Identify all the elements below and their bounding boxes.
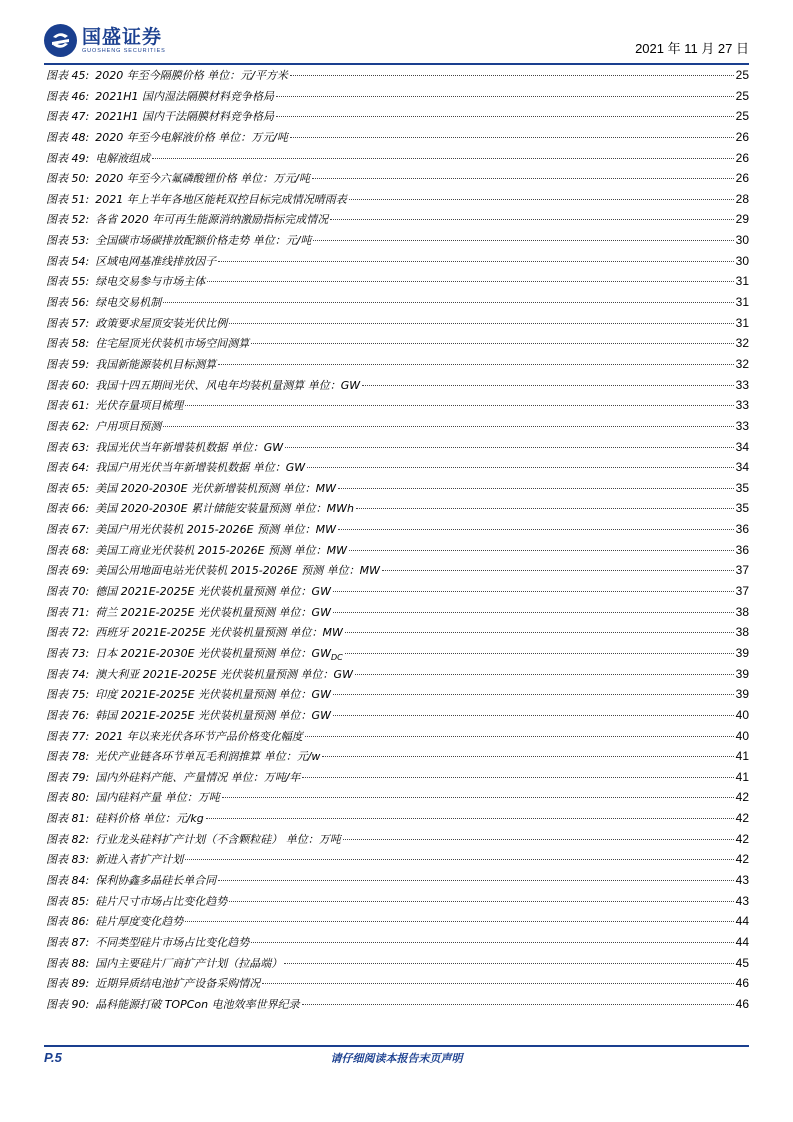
toc-entry-title: 美国工商业光伏装机 2015-2026E 预测 单位：MW bbox=[95, 543, 347, 557]
toc-dot-leader bbox=[185, 859, 733, 860]
toc-entry[interactable] bbox=[46, 439, 749, 460]
brand-name-cn: 国盛证券 bbox=[82, 26, 163, 48]
toc-entry[interactable] bbox=[46, 893, 749, 914]
toc-dot-leader bbox=[345, 632, 734, 633]
toc-entry-label: 图表 73: bbox=[46, 646, 90, 660]
toc-entry-page: 42 bbox=[735, 811, 749, 826]
toc-entry-label: 图表 86: bbox=[46, 915, 90, 929]
toc-dot-leader bbox=[313, 240, 733, 241]
toc-dot-leader bbox=[333, 591, 734, 592]
toc-entry-page: 39 bbox=[735, 687, 749, 702]
toc-entry-label: 图表 63: bbox=[46, 440, 90, 454]
toc-entry-title: 近期异质结电池扩产设备采购情况 bbox=[95, 977, 261, 991]
toc-entry-label: 图表 70: bbox=[46, 585, 90, 599]
toc-dot-leader bbox=[305, 736, 734, 737]
toc-entry-label: 图表 54: bbox=[46, 254, 90, 268]
toc-entry[interactable] bbox=[46, 356, 749, 377]
toc-dot-leader bbox=[276, 116, 734, 117]
toc-entry-label: 图表 56: bbox=[46, 296, 90, 310]
toc-entry-label: 图表 68: bbox=[46, 543, 90, 557]
toc-entry-title: 硅片尺寸市场占比变化趋势 bbox=[95, 894, 228, 908]
toc-dot-leader bbox=[333, 715, 734, 716]
toc-entry-label: 图表 55: bbox=[46, 275, 90, 289]
toc-entry-title: 光伏存量项目梳理 bbox=[95, 399, 184, 413]
toc-entry[interactable] bbox=[46, 542, 749, 563]
toc-dot-leader bbox=[307, 467, 734, 468]
toc-entry-title: 新进入者扩产计划 bbox=[95, 853, 184, 867]
toc-dot-leader bbox=[333, 694, 734, 695]
toc-entry[interactable] bbox=[46, 500, 749, 521]
toc-entry-page: 29 bbox=[735, 212, 749, 227]
toc-entry-page: 38 bbox=[735, 625, 749, 640]
toc-entry-title: 美国 2020-2030E 光伏新增装机预测 单位：MW bbox=[95, 481, 336, 495]
toc-entry-label: 图表 53: bbox=[46, 234, 90, 248]
toc-entry[interactable] bbox=[46, 728, 749, 749]
toc-entry-label: 图表 49: bbox=[46, 151, 90, 165]
toc-dot-leader bbox=[207, 281, 733, 282]
toc-dot-leader bbox=[229, 901, 733, 902]
toc-entry-title: 2021H1 国内干法隔膜材料竞争格局 bbox=[95, 110, 274, 124]
toc-entry-page: 37 bbox=[735, 584, 749, 599]
toc-dot-leader bbox=[302, 1004, 734, 1005]
toc-dot-leader bbox=[218, 880, 733, 881]
toc-entry-title: 2020 年至今六氟磷酸锂价格 单位：万元/吨 bbox=[95, 172, 310, 186]
toc-entry[interactable] bbox=[46, 666, 749, 687]
toc-entry-subscript: DC bbox=[330, 653, 343, 663]
toc-dot-leader bbox=[218, 364, 733, 365]
toc-dot-leader bbox=[343, 839, 734, 840]
toc-entry[interactable] bbox=[46, 604, 749, 625]
toc-entry[interactable] bbox=[46, 377, 749, 398]
toc-entry-page: 34 bbox=[735, 439, 749, 454]
table-of-contents bbox=[46, 67, 749, 1016]
toc-entry-page: 46 bbox=[735, 976, 749, 991]
toc-entry-page: 43 bbox=[735, 872, 749, 887]
toc-entry-page: 42 bbox=[735, 790, 749, 805]
toc-entry-label: 图表 72: bbox=[46, 626, 90, 640]
toc-entry-label: 图表 62: bbox=[46, 419, 90, 433]
toc-entry[interactable] bbox=[46, 707, 749, 728]
toc-entry[interactable] bbox=[46, 418, 749, 439]
toc-entry-label: 图表 45: bbox=[46, 69, 90, 82]
toc-entry[interactable] bbox=[46, 253, 749, 274]
toc-entry-title: 住宅屋顶光伏装机市场空间测算 bbox=[95, 337, 250, 351]
toc-entry-page: 25 bbox=[735, 88, 749, 103]
toc-dot-leader bbox=[382, 570, 734, 571]
toc-entry[interactable] bbox=[46, 913, 749, 934]
toc-entry-title: 我国光伏当年新增装机数据 单位：GW bbox=[95, 440, 284, 454]
toc-entry[interactable] bbox=[46, 624, 749, 645]
toc-entry-title: 美国户用光伏装机 2015-2026E 预测 单位：MW bbox=[95, 523, 336, 537]
toc-dot-leader bbox=[285, 447, 734, 448]
toc-entry-label: 图表 47: bbox=[46, 110, 90, 124]
toc-entry-page: 38 bbox=[735, 604, 749, 619]
toc-entry-page: 42 bbox=[735, 852, 749, 867]
report-date: 2021 年 11 月 27 日 bbox=[635, 41, 749, 56]
toc-entry-label: 图表 67: bbox=[46, 523, 90, 537]
toc-entry-title: 我国新能源装机目标测算 bbox=[95, 357, 217, 371]
toc-entry-title: 不同类型硅片市场占比变化趋势 bbox=[95, 935, 250, 949]
toc-entry-page: 46 bbox=[735, 996, 749, 1011]
toc-entry-page: 39 bbox=[735, 666, 749, 681]
toc-entry[interactable] bbox=[46, 645, 749, 666]
toc-entry[interactable] bbox=[46, 562, 749, 583]
toc-entry[interactable] bbox=[46, 872, 749, 893]
toc-entry-title: 德国 2021E-2025E 光伏装机量预测 单位：GW bbox=[95, 585, 331, 599]
toc-entry[interactable] bbox=[46, 211, 749, 232]
toc-entry-label: 图表 52: bbox=[46, 213, 90, 227]
toc-entry-title: 区域电网基准线排放因子 bbox=[95, 254, 217, 268]
toc-entry-page: 32 bbox=[735, 356, 749, 371]
toc-dot-leader bbox=[185, 921, 733, 922]
toc-entry-label: 图表 87: bbox=[46, 935, 90, 949]
toc-entry-page: 30 bbox=[735, 253, 749, 268]
toc-entry-title: 晶科能源打破 TOPCon 电池效率世界纪录 bbox=[95, 997, 300, 1011]
toc-entry-page: 33 bbox=[735, 377, 749, 392]
toc-entry-label: 图表 83: bbox=[46, 853, 90, 867]
toc-entry-page: 40 bbox=[735, 728, 749, 743]
toc-dot-leader bbox=[222, 797, 734, 798]
toc-entry-label: 图表 77: bbox=[46, 729, 90, 743]
toc-entry[interactable] bbox=[46, 686, 749, 707]
toc-entry[interactable] bbox=[46, 955, 749, 976]
toc-entry-page: 45 bbox=[735, 955, 749, 970]
toc-entry-page: 32 bbox=[735, 336, 749, 351]
logo-mark-icon bbox=[44, 24, 77, 57]
toc-dot-leader bbox=[152, 158, 733, 159]
toc-dot-leader bbox=[251, 942, 733, 943]
toc-entry-page: 25 bbox=[735, 68, 749, 82]
toc-entry-title: 西班牙 2021E-2025E 光伏装机量预测 单位：MW bbox=[95, 626, 343, 640]
toc-entry-page: 31 bbox=[735, 295, 749, 310]
toc-entry[interactable] bbox=[46, 170, 749, 191]
toc-entry-title: 全国碳市场碳排放配额价格走势 单位：元/吨 bbox=[95, 234, 312, 248]
toc-entry-title: 2020 年至今隔膜价格 单位：元/平方米 bbox=[95, 69, 288, 82]
logo-text bbox=[82, 26, 166, 55]
toc-entry-page: 35 bbox=[735, 480, 749, 495]
toc-entry[interactable] bbox=[46, 748, 749, 769]
toc-entry[interactable] bbox=[46, 521, 749, 542]
toc-dot-leader bbox=[185, 405, 733, 406]
toc-entry-title: 国内主要硅片厂商扩产计划（拉晶端） bbox=[95, 956, 283, 970]
toc-entry-title: 保利协鑫多晶硅长单合同 bbox=[95, 873, 217, 887]
toc-dot-leader bbox=[284, 963, 733, 964]
toc-entry[interactable] bbox=[46, 335, 749, 356]
toc-entry-label: 图表 61: bbox=[46, 399, 90, 413]
toc-dot-leader bbox=[355, 674, 734, 675]
toc-entry-title: 2021 年上半年各地区能耗双控目标完成情况晴雨表 bbox=[95, 192, 347, 206]
toc-entry-page: 37 bbox=[735, 563, 749, 578]
toc-entry[interactable] bbox=[46, 88, 749, 109]
toc-entry[interactable] bbox=[46, 996, 749, 1017]
toc-entry[interactable] bbox=[46, 480, 749, 501]
toc-entry-page: 44 bbox=[735, 934, 749, 949]
toc-entry-page: 40 bbox=[735, 707, 749, 722]
toc-entry-page: 26 bbox=[735, 129, 749, 144]
toc-entry-label: 图表 66: bbox=[46, 502, 90, 516]
toc-entry[interactable] bbox=[46, 810, 749, 831]
toc-entry-page: 33 bbox=[735, 398, 749, 413]
footer-disclaimer: 请仔细阅读本报告末页声明 bbox=[330, 1052, 463, 1065]
toc-entry[interactable] bbox=[46, 191, 749, 212]
toc-entry-page: 41 bbox=[735, 769, 749, 784]
toc-entry[interactable] bbox=[46, 150, 749, 171]
toc-entry-label: 图表 76: bbox=[46, 708, 90, 722]
toc-dot-leader bbox=[290, 137, 734, 138]
toc-entry-title: 我国户用光伏当年新增装机数据 单位：GW bbox=[95, 461, 306, 475]
toc-entry[interactable] bbox=[46, 67, 749, 88]
toc-entry-label: 图表 78: bbox=[46, 750, 90, 764]
toc-entry-title: 韩国 2021E-2025E 光伏装机量预测 单位：GW bbox=[95, 708, 331, 722]
toc-entry-label: 图表 82: bbox=[46, 832, 90, 846]
toc-entry-title: 电解液组成 bbox=[95, 151, 151, 165]
toc-entry-title: 美国 2020-2030E 累计储能安装量预测 单位：MWh bbox=[95, 502, 354, 516]
toc-entry-label: 图表 50: bbox=[46, 172, 90, 186]
page-header bbox=[44, 24, 749, 60]
toc-dot-leader bbox=[262, 983, 733, 984]
toc-dot-leader bbox=[251, 343, 733, 344]
footer-divider bbox=[44, 1045, 749, 1047]
toc-dot-leader bbox=[345, 653, 734, 654]
toc-entry-page: 26 bbox=[735, 150, 749, 165]
toc-entry-label: 图表 60: bbox=[46, 378, 90, 392]
toc-entry-title: 美国公用地面电站光伏装机 2015-2026E 预测 单位：MW bbox=[95, 564, 380, 578]
toc-entry-title: 印度 2021E-2025E 光伏装机量预测 单位：GW bbox=[95, 688, 331, 702]
toc-dot-leader bbox=[290, 75, 734, 76]
toc-entry-page: 28 bbox=[735, 191, 749, 206]
toc-entry-page: 31 bbox=[735, 315, 749, 330]
toc-entry-page: 33 bbox=[735, 418, 749, 433]
toc-entry[interactable] bbox=[46, 975, 749, 996]
toc-entry-title: 国内硅料产量 单位：万吨 bbox=[95, 791, 220, 805]
toc-entry-page: 34 bbox=[735, 460, 749, 475]
toc-entry[interactable] bbox=[46, 934, 749, 955]
toc-dot-leader bbox=[330, 219, 733, 220]
company-logo bbox=[44, 24, 166, 57]
toc-entry-label: 图表 46: bbox=[46, 89, 90, 103]
toc-entry-title: 2021 年以来光伏各环节产品价格变化幅度 bbox=[95, 729, 303, 743]
toc-entry[interactable] bbox=[46, 831, 749, 852]
toc-entry-title: 荷兰 2021E-2025E 光伏装机量预测 单位：GW bbox=[95, 605, 331, 619]
toc-dot-leader bbox=[163, 302, 733, 303]
toc-entry-label: 图表 75: bbox=[46, 688, 90, 702]
toc-entry-title: 硅片厚度变化趋势 bbox=[95, 915, 184, 929]
toc-entry-label: 图表 58: bbox=[46, 337, 90, 351]
toc-entry-page: 30 bbox=[735, 233, 749, 248]
toc-entry[interactable] bbox=[46, 129, 749, 150]
toc-entry-label: 图表 51: bbox=[46, 192, 90, 206]
toc-entry-page: 44 bbox=[735, 914, 749, 929]
toc-dot-leader bbox=[302, 777, 733, 778]
toc-entry-page: 41 bbox=[735, 749, 749, 764]
toc-dot-leader bbox=[276, 96, 734, 97]
toc-entry-page: 43 bbox=[735, 893, 749, 908]
toc-entry[interactable] bbox=[46, 459, 749, 480]
toc-entry[interactable] bbox=[46, 397, 749, 418]
toc-dot-leader bbox=[349, 199, 734, 200]
toc-entry[interactable] bbox=[46, 315, 749, 336]
toc-entry-page: 42 bbox=[735, 831, 749, 846]
toc-entry[interactable] bbox=[46, 294, 749, 315]
toc-entry[interactable] bbox=[46, 108, 749, 129]
toc-dot-leader bbox=[362, 385, 734, 386]
toc-entry-page: 25 bbox=[735, 109, 749, 124]
toc-dot-leader bbox=[322, 756, 733, 757]
toc-entry-title: 日本 2021E-2030E 光伏装机量预测 单位：$GW_{DC}$ bbox=[95, 646, 343, 663]
header-divider bbox=[44, 63, 749, 65]
toc-entry-label: 图表 90: bbox=[46, 997, 90, 1011]
toc-entry-title: 2020 年至今电解液价格 单位：万元/吨 bbox=[95, 130, 288, 144]
toc-dot-leader bbox=[229, 323, 733, 324]
toc-entry-page: 26 bbox=[735, 171, 749, 186]
toc-dot-leader bbox=[206, 818, 734, 819]
toc-entry-label: 图表 74: bbox=[46, 667, 90, 681]
toc-entry-label: 图表 57: bbox=[46, 316, 90, 330]
toc-entry-label: 图表 88: bbox=[46, 956, 90, 970]
toc-entry[interactable] bbox=[46, 851, 749, 872]
toc-entry-page: 36 bbox=[735, 522, 749, 537]
toc-dot-leader bbox=[312, 178, 734, 179]
page-number: P.5 bbox=[44, 1050, 62, 1065]
toc-entry-title: 国内外硅料产能、产量情况 单位：万吨/年 bbox=[95, 770, 301, 784]
toc-entry-label: 图表 80: bbox=[46, 791, 90, 805]
toc-entry-title: 政策要求屋顶安装光伏比例 bbox=[95, 316, 228, 330]
toc-dot-leader bbox=[338, 488, 734, 489]
toc-entry-label: 图表 71: bbox=[46, 605, 90, 619]
toc-dot-leader bbox=[163, 426, 733, 427]
toc-dot-leader bbox=[356, 508, 734, 509]
toc-entry-label: 图表 84: bbox=[46, 873, 90, 887]
toc-entry-page: 36 bbox=[735, 542, 749, 557]
toc-entry-label: 图表 59: bbox=[46, 357, 90, 371]
toc-entry[interactable] bbox=[46, 232, 749, 253]
toc-entry-title: 各省 2020 年可再生能源消纳激励指标完成情况 bbox=[95, 213, 329, 227]
toc-entry-title: 行业龙头硅料扩产计划（不含颗粒硅） 单位：万吨 bbox=[95, 832, 341, 846]
toc-entry-page: 39 bbox=[735, 645, 749, 660]
toc-entry-title: 光伏产业链各环节单瓦毛利润推算 单位：元/w bbox=[95, 750, 321, 764]
toc-entry-label: 图表 65: bbox=[46, 481, 90, 495]
toc-entry-title: 绿电交易参与市场主体 bbox=[95, 275, 206, 289]
toc-entry-title: 澳大利亚 2021E-2025E 光伏装机量预测 单位：GW bbox=[95, 667, 353, 681]
toc-entry-title: 我国十四五期间光伏、风电年均装机量测算 单位：GW bbox=[95, 378, 361, 392]
toc-entry-title: 2021H1 国内湿法隔膜材料竞争格局 bbox=[95, 89, 274, 103]
toc-entry-page: 35 bbox=[735, 501, 749, 516]
toc-entry-label: 图表 48: bbox=[46, 130, 90, 144]
toc-entry-title: 硅料价格 单位：元/kg bbox=[95, 812, 204, 826]
toc-entry-label: 图表 81: bbox=[46, 812, 90, 826]
toc-entry-label: 图表 79: bbox=[46, 770, 90, 784]
toc-entry-title: 户用项目预测 bbox=[95, 419, 162, 433]
toc-entry[interactable] bbox=[46, 789, 749, 810]
brand-name-en: GUOSHENG SECURITIES bbox=[82, 48, 166, 54]
toc-entry[interactable] bbox=[46, 769, 749, 790]
toc-entry[interactable] bbox=[46, 273, 749, 294]
toc-dot-leader bbox=[218, 261, 733, 262]
toc-entry-title: 绿电交易机制 bbox=[95, 296, 162, 310]
toc-entry-label: 图表 89: bbox=[46, 977, 90, 991]
toc-entry-label: 图表 69: bbox=[46, 564, 90, 578]
toc-entry-label: 图表 64: bbox=[46, 461, 90, 475]
toc-dot-leader bbox=[333, 612, 734, 613]
toc-entry[interactable] bbox=[46, 583, 749, 604]
toc-dot-leader bbox=[338, 529, 734, 530]
toc-entry-page: 31 bbox=[735, 274, 749, 289]
toc-dot-leader bbox=[349, 550, 734, 551]
toc-entry-label: 图表 85: bbox=[46, 894, 90, 908]
